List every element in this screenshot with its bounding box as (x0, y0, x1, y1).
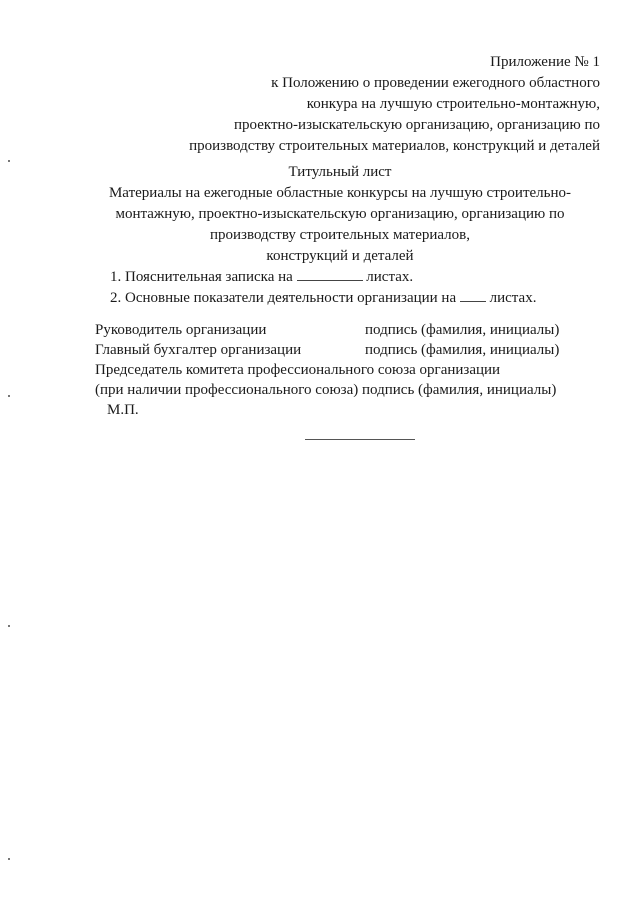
scan-speck (8, 625, 10, 627)
signature-row-accountant (95, 340, 575, 360)
contents-list (110, 266, 536, 308)
title-line-1: Материалы на ежегодные областные конкурсы на лучшую строительно- (108, 185, 572, 201)
signature-row-union-chair (95, 360, 575, 380)
accountant-signature: подпись (фамилия, инициалы) (365, 342, 560, 358)
title-line-3: производству строительных материалов, (209, 227, 471, 243)
seal-place (95, 400, 575, 420)
title-block (90, 162, 590, 267)
appendix-line-2: конкура на лучшую строительно-монтажную, (306, 96, 600, 112)
union-chair-label: Председатель комитета профессионального союза организации (95, 362, 501, 378)
title-line-4: конструкций и деталей (266, 248, 414, 264)
director-signature: подпись (фамилия, инициалы) (365, 322, 560, 338)
scan-speck (8, 395, 10, 397)
signature-row-union-note (95, 380, 575, 400)
list-item-explanatory-note (110, 266, 536, 287)
signature-row-director (95, 320, 575, 340)
pages-blank-field-2 (460, 287, 486, 302)
list-item-1-suffix: листах. (366, 269, 414, 285)
seal-label: М.П. (107, 402, 139, 418)
appendix-header (130, 52, 600, 157)
scan-speck (8, 160, 10, 162)
signature-block (95, 320, 575, 420)
title-line-2: монтажную, проектно-изыскательскую организацию, организацию по (115, 206, 565, 222)
appendix-line-1: к Положению о проведении ежегодного областного (271, 75, 600, 91)
accountant-label: Главный бухгалтер организации (95, 342, 302, 358)
union-note-label: (при наличии профессионального союза) (95, 382, 359, 398)
list-item-2-suffix: листах. (489, 290, 537, 306)
union-chair-signature: подпись (фамилия, инициалы) (362, 382, 557, 398)
list-item-2-text: 2. Основные показатели деятельности организации на (110, 290, 457, 306)
appendix-number: Приложение № 1 (490, 54, 600, 70)
director-label: Руководитель организации (95, 322, 267, 338)
scan-speck (8, 858, 10, 860)
appendix-line-4: производству строительных материалов, конструкций и деталей (189, 138, 600, 154)
list-item-1-text: 1. Пояснительная записка на (110, 269, 293, 285)
list-item-indicators (110, 287, 536, 308)
end-divider (305, 439, 415, 440)
page-title: Титульный лист (288, 164, 392, 180)
pages-blank-field-1 (297, 266, 363, 281)
appendix-line-3: проектно-изыскательскую организацию, организацию по (234, 117, 600, 133)
